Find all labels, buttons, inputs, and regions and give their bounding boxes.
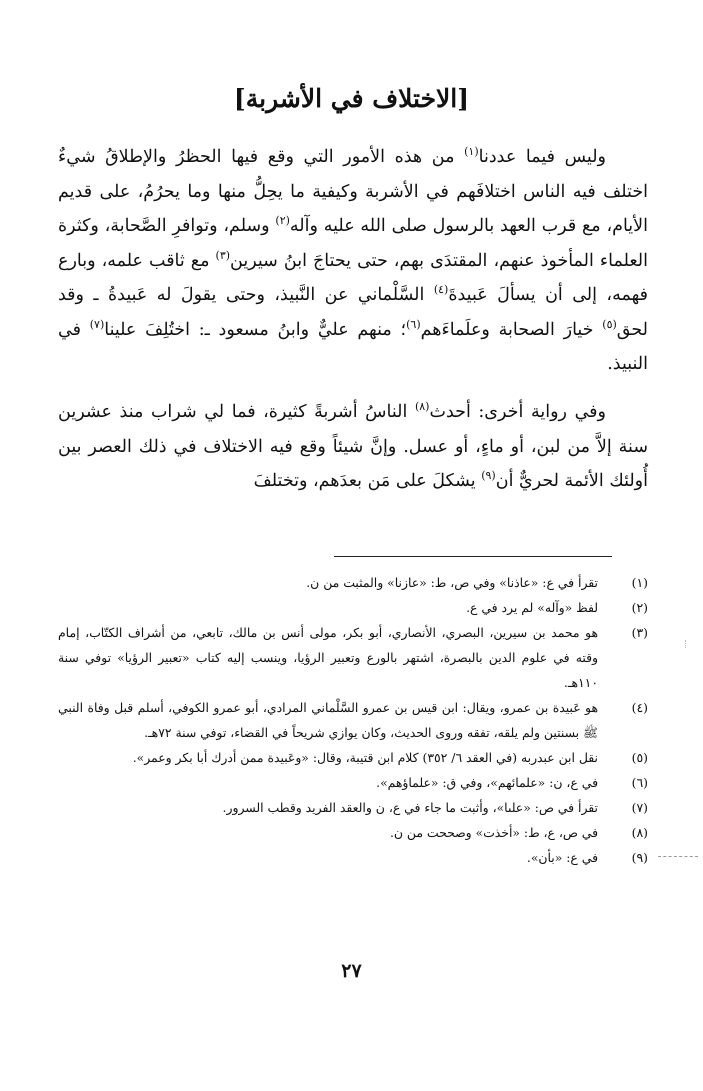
- footnote-text: لفظ «وآله» لم يرد في ع.: [466, 600, 598, 615]
- footnote-text: في ع، ن: «علمائهم»، وفي ق: «علماؤهم».: [376, 775, 598, 790]
- footnote-text: نقل ابن عبدربه (في العقد ٦/ ٣٥٢) كلام ابن قتيبة، وقال: «وعَبيدة ممن أدرك أبا بكر وعمر».: [132, 750, 598, 765]
- footnotes: [58, 570, 648, 870]
- footnote-separator: [334, 556, 612, 557]
- footnote-ref-1: (١): [464, 145, 479, 159]
- footnote-text: تقرأ في ع: «عاذنا» وفي ص، ط: «عازنا» والمثبت من ن.: [306, 575, 598, 590]
- paragraph-1-text-8: في النبيذ.: [58, 319, 648, 374]
- footnote-number: (٨): [631, 825, 648, 840]
- footnote-number: (٩): [631, 850, 648, 865]
- footnote-number: (٥): [631, 750, 648, 765]
- footnote-number: (٧): [631, 800, 648, 815]
- footnote: [58, 570, 648, 595]
- paragraph-2-text-2: الناسُ أشربةً كثيرة، فما لي شراب منذ عشرين سنة إلاَّ من لبن، أو ماءٍ، أو عسل. وإنَّ شيئاً وقع فيه الاختلاف في ذلك العصر بين أُولئك الأئمة لحريٌّ أن: [58, 402, 648, 491]
- footnote-number: (٦): [631, 775, 648, 790]
- paragraph-1-text-3: وسلم، وتوافرِ الصَّحابة، وكثرة العلماء المأخوذ عنهم، المقتدَى بهم، حتى يحتاجَ ابنُ سيرين: [58, 216, 649, 271]
- footnote: [58, 620, 648, 695]
- footnote: [58, 595, 648, 620]
- paragraph-1-text-4: مع ثاقب علمه، وبارع فهمه، إلى أن يسألَ عَبيدةَ: [58, 250, 648, 305]
- paragraph-1-text-2: من هذه الأمور التي وقع فيها الحظرُ والإطلاقُ شيءٌ اختلف فيه الناس اختلافَهم في الأشربة وكيفية ما يحِلُّ منها وما يحرُمُ، على قديم الأيام، مع قرب العهد بالرسول صلى الله عليه وآله: [58, 147, 648, 236]
- margin-mark: [685, 640, 698, 648]
- footnote: [58, 745, 648, 770]
- paragraph-2-text-3: يشكلَ على مَن بعدَهم، وتختلفَ: [253, 471, 482, 491]
- paragraph-2: [58, 395, 648, 499]
- footnote: [58, 770, 648, 795]
- paragraph-2-text-1: وفي رواية أخرى: أحدث: [429, 402, 606, 422]
- margin-mark: [658, 856, 698, 857]
- footnote-ref-2: (٢): [275, 214, 290, 228]
- footnote-ref-8: (٨): [414, 400, 430, 414]
- paragraph-1-text-7: ؛ منهم عليٌّ وابنُ مسعود ـ: اختُلِفَ علينا: [104, 319, 407, 340]
- footnote-number: (٢): [631, 600, 648, 615]
- footnote: [58, 795, 648, 820]
- footnote-ref-6: (٦): [406, 317, 421, 331]
- paragraph-1-text-6: خيارَ الصحابة وعلَماءَهم: [420, 319, 603, 340]
- footnote-ref-5: (٥): [602, 317, 617, 331]
- page-number: ٢٧: [341, 960, 362, 982]
- footnote-number: (٤): [631, 700, 648, 715]
- footnote: [58, 820, 648, 845]
- footnote-text: في ص، ع، ط: «أخذت» وصححت من ن.: [389, 825, 598, 840]
- section-title: [الاختلاف في الأشربة]: [233, 84, 470, 113]
- footnote-ref-7: (٧): [89, 317, 105, 331]
- paragraph-1: [58, 140, 648, 382]
- paragraph-1-text-1: وليس فيما عددنا: [478, 147, 606, 167]
- footnote-ref-9: (٩): [481, 469, 496, 483]
- footnote-text: هو عَبيدة بن عمرو، ويقال: ابن قيس بن عمرو السَّلْماني المرادي، أبو عمرو الكوفي، أسلم قبل وفاة النبي ﷺ بسنتين ولم يلقه، تفقه وروى الحديث، وكان يوازي شريحاً في القضاء، توفي سنة ٧٢هـ.: [58, 700, 598, 740]
- footnote-ref-3: (٣): [215, 248, 231, 262]
- paragraph-1-text-5: السَّلْماني عن النَّبيذ، وحتى يقولَ له عَبيدةُ ـ وقد لحق: [58, 285, 649, 340]
- footnote-number: (٣): [631, 625, 648, 640]
- footnote-text: هو محمد بن سيرين، البصري، الأنصاري، أبو بكر، مولى أنس بن مالك، تابعي، من أشراف الكتّاب، إمام وقته في علوم الدين بالبصرة، اشتهر بالورع وتعبير الرؤيا، وينسب إليه كتاب «تعبير الرؤيا» توفي سنة ١١٠هـ.: [58, 625, 598, 690]
- footnote: [58, 845, 648, 870]
- footnote-number: (١): [631, 575, 648, 590]
- footnote-text: في ع: «بأن».: [526, 850, 598, 865]
- footnote-text: تقرأ في ص: «علىا»، وأثبت ما جاء في ع، ن والعقد الفريد وقطب السرور.: [222, 800, 598, 815]
- footnote-ref-4: (٤): [433, 283, 449, 297]
- footnote: [58, 695, 648, 745]
